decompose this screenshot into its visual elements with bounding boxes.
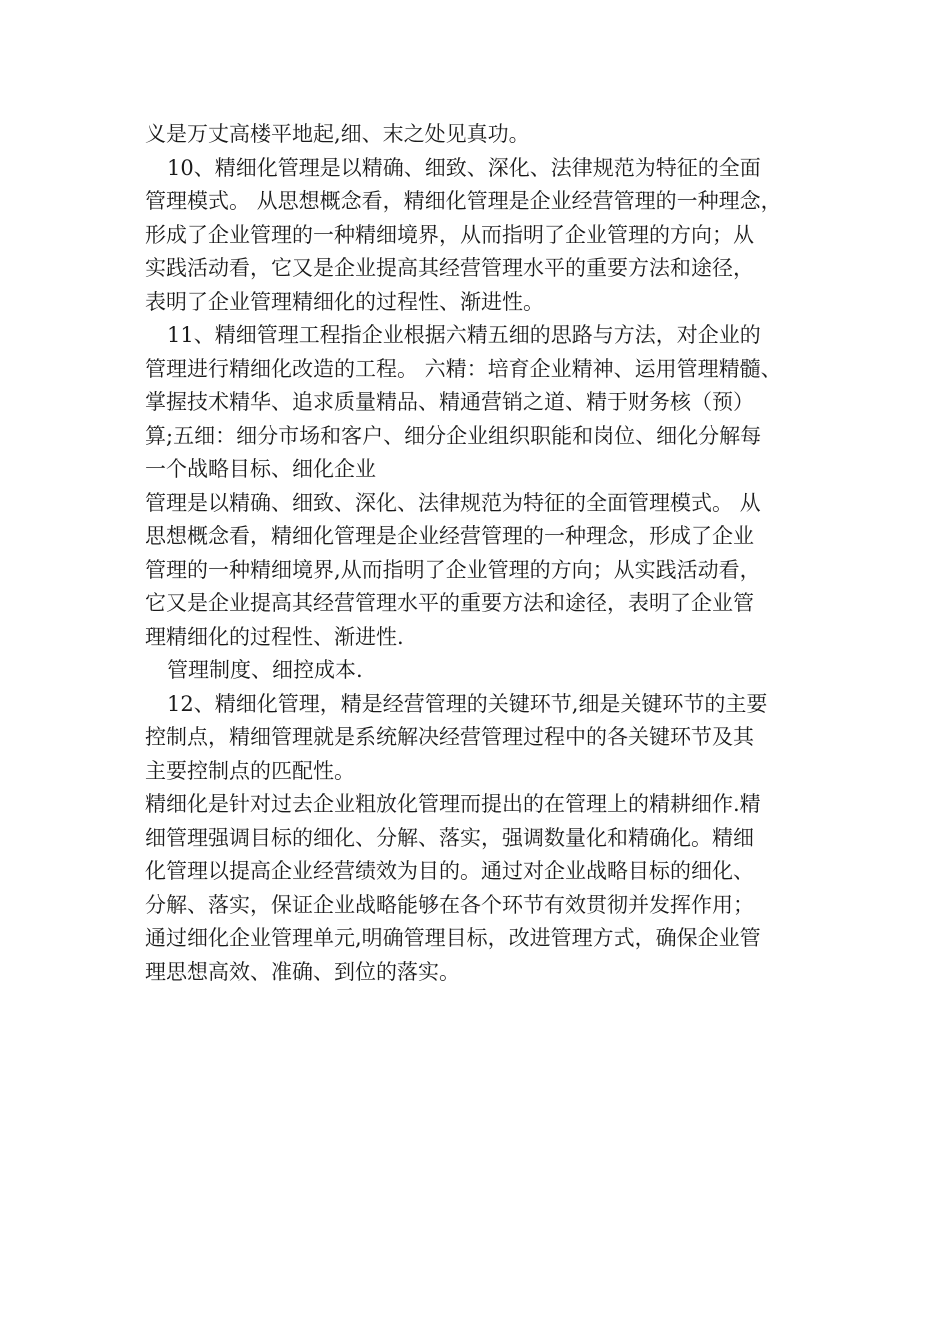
text-line: 精细化是针对过去企业粗放化管理而提出的在管理上的精耕细作.精 [145,792,761,816]
text-line: 思想概念看，精细化管理是企业经营管理的一种理念，形成了企业 [145,524,754,548]
text-line: 控制点，精细管理就是系统解决经营管理过程中的各关键环节及其 [145,725,754,749]
text-line: 化管理以提高企业经营绩效为目的。通过对企业战略目标的细化、 [145,859,754,883]
text-line: 12、精细化管理，精是经营管理的关键环节,细是关键环节的主要 [167,691,768,716]
text-line: 理思想高效、准确、到位的落实。 [145,959,460,984]
text-line: 主要控制点的匹配性。 [145,758,355,783]
text-line: 管理是以精确、细致、深化、法律规范为特征的全面管理模式。 从 [145,490,761,515]
text-line: 分解、落实，保证企业战略能够在各个环节有效贯彻并发挥作用； [145,892,754,917]
text-line: 管理的一种精细境界,从而指明了企业管理的方向；从实践活动看， [145,557,761,582]
text-line: 表明了企业管理精细化的过程性、渐进性。 [145,289,544,314]
text-line: 一个战略目标、细化企业 [145,457,376,481]
text-line: 它又是企业提高其经营管理水平的重要方法和途径，表明了企业管 [145,591,754,615]
text-line: 细管理强调目标的细化、分解、落实，强调数量化和精确化。精细 [145,825,754,850]
document-body [145,118,835,989]
text-line: 管理模式。 从思想概念看，精细化管理是企业经营管理的一种理念， [145,189,782,213]
text-line: 算;五细：细分市场和客户、细分企业组织职能和岗位、细化分解每 [145,423,762,448]
text-line: 管理进行精细化改造的工程。 六精：培育企业精神、运用管理精髓、 [145,356,782,381]
text-line: 10、精细化管理是以精确、细致、深化、法律规范为特征的全面 [167,155,761,180]
text-line: 实践活动看，它又是企业提高其经营管理水平的重要方法和途径， [145,256,754,280]
text-line: 形成了企业管理的一种精细境界，从而指明了企业管理的方向；从 [145,222,754,247]
text-line: 理精细化的过程性、渐进性. [145,624,404,649]
text-line: 掌握技术精华、追求质量精品、精通营销之道、精于财务核（预） [145,390,754,414]
text-line: 11、精细管理工程指企业根据六精五细的思路与方法，对企业的 [167,323,761,347]
text-line: 义是万丈高楼平地起,细、末之处见真功。 [145,122,530,146]
text-line: 通过细化企业管理单元,明确管理目标，改进管理方式，确保企业管 [145,926,761,950]
text-line: 管理制度、细控成本. [167,658,363,682]
